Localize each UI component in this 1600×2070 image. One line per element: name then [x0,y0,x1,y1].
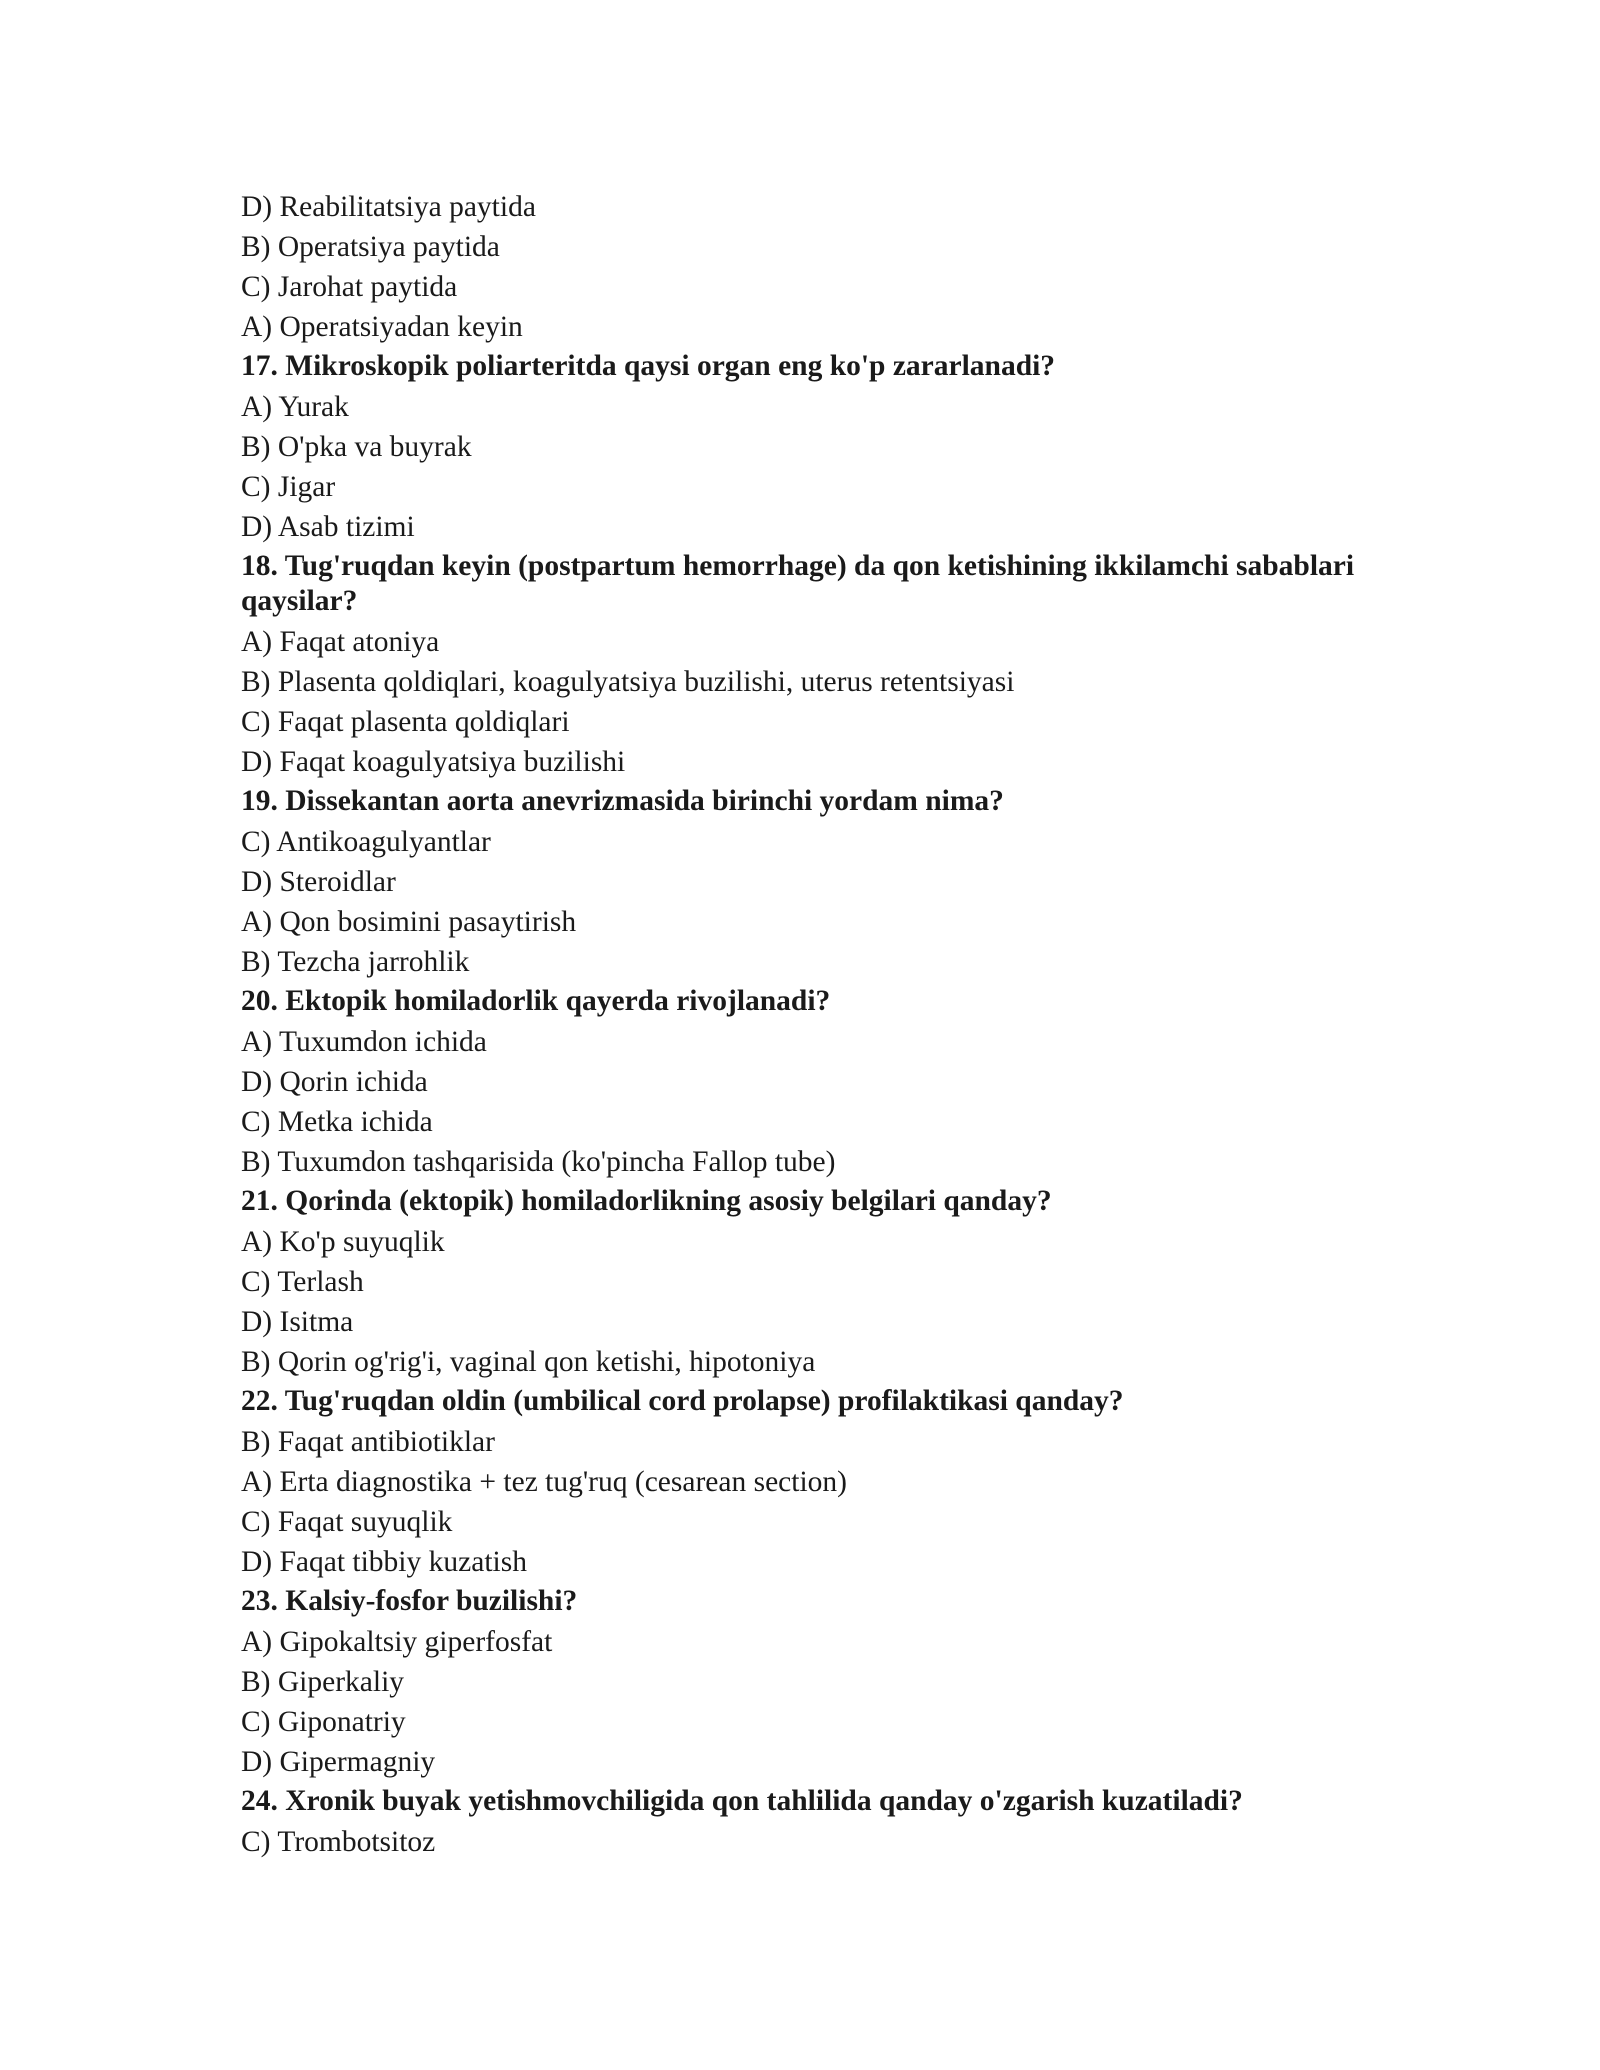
answer-option: C) Faqat plasenta qoldiqlari [241,706,570,738]
answer-option: D) Asab tizimi [241,511,415,543]
answer-option: D) Gipermagniy [241,1746,436,1778]
answer-option: A) Gipokaltsiy giperfosfat [241,1626,553,1658]
answer-option: D) Faqat koagulyatsiya buzilishi [241,746,626,778]
answer-option: B) Operatsiya paytida [241,231,500,263]
answer-option: D) Faqat tibbiy kuzatish [241,1546,527,1578]
answer-option: C) Faqat suyuqlik [241,1506,453,1538]
answer-option: B) O'pka va buyrak [241,431,472,463]
answer-option: B) Qorin og'rig'i, vaginal qon ketishi, hipotoniya [241,1346,816,1378]
answer-option: A) Yurak [241,391,349,423]
answer-option: C) Jarohat paytida [241,271,458,303]
answer-option: C) Antikoagulyantlar [241,826,491,858]
answer-option: A) Faqat atoniya [241,626,440,658]
answer-option: A) Ko'p suyuqlik [241,1226,445,1258]
answer-option: A) Erta diagnostika + tez tug'ruq (cesarean section) [241,1466,847,1498]
question-heading: 23. Kalsiy-fosfor buzilishi? [241,1585,578,1617]
question-heading: 22. Tug'ruqdan oldin (umbilical cord prolapse) profilaktikasi qanday? [241,1385,1124,1417]
question-heading: 19. Dissekantan aorta anevrizmasida birinchi yordam nima? [241,785,1004,817]
answer-option: B) Faqat antibiotiklar [241,1426,495,1458]
question-heading: 20. Ektopik homiladorlik qayerda rivojlanadi? [241,985,831,1017]
answer-option: D) Reabilitatsiya paytida [241,191,536,223]
answer-option: C) Terlash [241,1266,364,1298]
answer-option: B) Tezcha jarrohlik [241,946,470,978]
question-heading: 17. Mikroskopik poliarteritda qaysi organ eng ko'p zararlanadi? [241,350,1056,382]
answer-option: D) Isitma [241,1306,354,1338]
document-content [241,187,1391,1862]
answer-option: D) Steroidlar [241,866,396,898]
answer-option: B) Giperkaliy [241,1666,405,1698]
question-heading: 24. Xronik buyak yetishmovchiligida qon tahlilida qanday o'zgarish kuzatiladi? [241,1785,1243,1817]
answer-option: C) Jigar [241,471,336,503]
answer-option: C) Giponatriy [241,1706,406,1738]
answer-option: C) Trombotsitoz [241,1826,436,1858]
answer-option: A) Qon bosimini pasaytirish [241,906,577,938]
answer-option: C) Metka ichida [241,1106,433,1138]
answer-option: B) Tuxumdon tashqarisida (ko'pincha Fallop tube) [241,1146,836,1178]
answer-option: D) Qorin ichida [241,1066,428,1098]
answer-option: B) Plasenta qoldiqlari, koagulyatsiya buzilishi, uterus retentsiyasi [241,666,1015,698]
answer-option: A) Tuxumdon ichida [241,1026,487,1058]
answer-option: A) Operatsiyadan keyin [241,311,523,343]
question-heading: 21. Qorinda (ektopik) homiladorlikning asosiy belgilari qanday? [241,1185,1052,1217]
question-heading: 18. Tug'ruqdan keyin (postpartum hemorrhage) da qon ketishining ikkilamchi sabablari qaysilar? [241,550,1355,617]
